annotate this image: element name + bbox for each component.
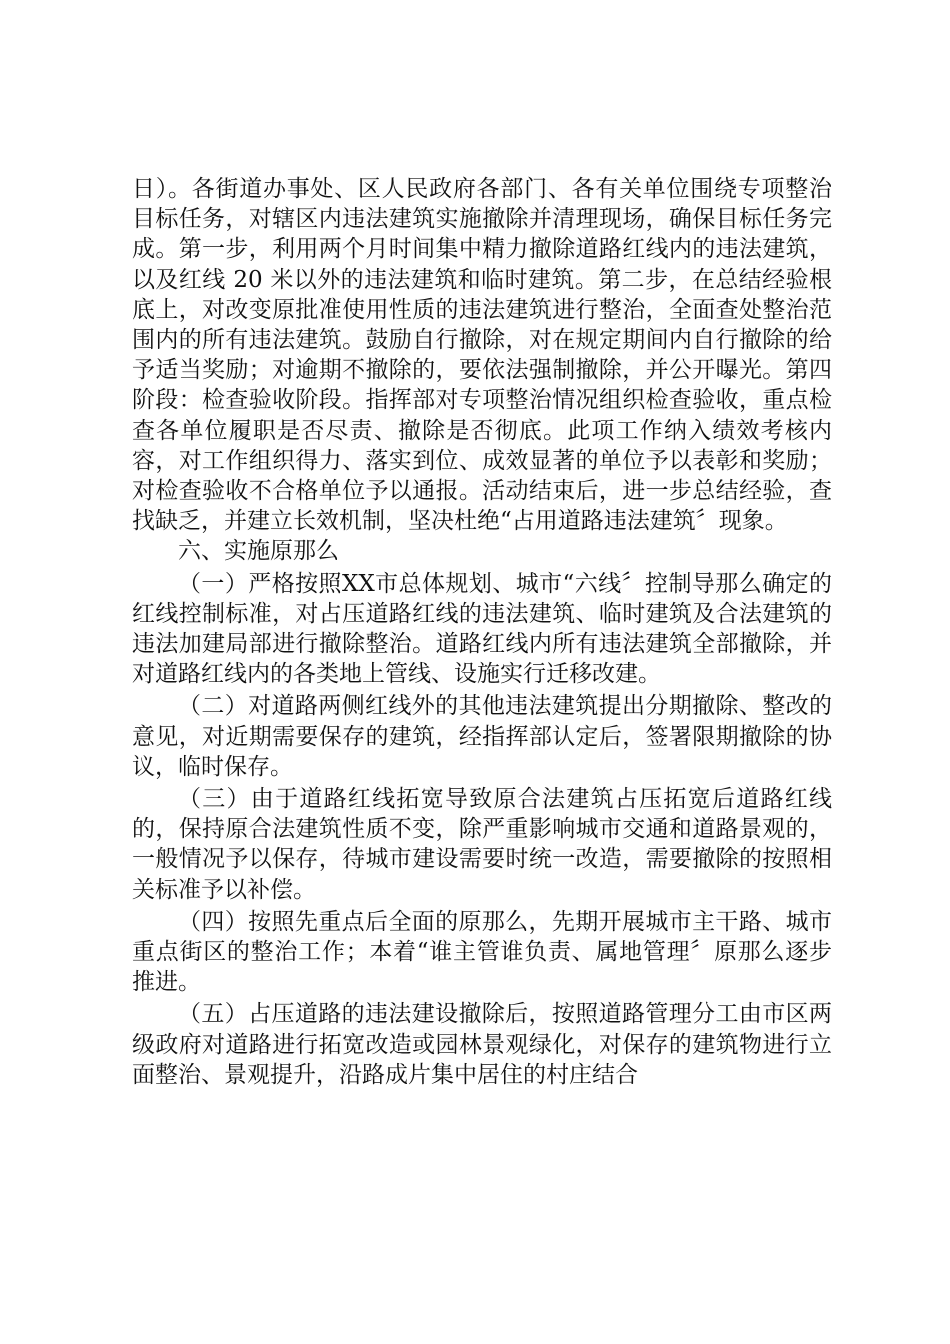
principle-paragraph-5: （五）占压道路的违法建设撤除后，按照道路管理分工由市区两级政府对道路进行拓宽改造或园林景观绿化，对保存的建筑物进行立面整治、景观提升，沿路成片集中居住的村庄结合 — [132, 1001, 832, 1088]
principle-paragraph-1: （一）严格按照XX市总体规划、城市“六线〞控制导那么确定的红线控制标准，对占压道路红线的违法建筑、临时建筑及合法建筑的违法加建局部进行撤除整治。道路红线内所有违法建筑全部撤除，并对道路红线内的各类地上管线、设施实行迁移改建。 — [132, 570, 832, 688]
principle-paragraph-4: （四）按照先重点后全面的原那么，先期开展城市主干路、城市重点街区的整治工作；本着“谁主管谁负责、属地管理〞原那么逐步推进。 — [132, 908, 832, 996]
principle-paragraph-3: （三）由于道路红线拓宽导致原合法建筑占压拓宽后道路红线的，保持原合法建筑性质不变，除严重影响城市交通和道路景观的，一般情况予以保存，待城市建设需要时统一改造，需要撤除的按照相关标准予以补偿。 — [132, 786, 832, 903]
section-heading-implementation-principles: 六、实施原那么 — [178, 538, 339, 565]
principle-paragraph-2: （二）对道路两侧红线外的其他违法建筑提出分期撤除、整改的意见，对近期需要保存的建筑，经指挥部认定后，签署限期撤除的协议，临时保存。 — [132, 693, 832, 780]
body-paragraph-1: 日）。各街道办事处、区人民政府各部门、各有关单位围绕专项整治目标任务，对辖区内违法建筑实施撤除并清理现场，确保目标任务完成。第一步，利用两个月时间集中精力撤除道路红线内的违法建筑，以及红线 20 米以外的违法建筑和临时建筑。第二步，在总结经验根底上，对改变原批准使用性质的违法建筑进行整治，全面查处整治范围内的所有违法建筑。鼓励自行撤除，对在规定期间内自行撤除的给予适当奖励；对逾期不撤除的，要依法强制撤除，并公开曝光。第四阶段：检查验收阶段。指挥部对专项整治情况组织检查验收，重点检查各单位履职是否尽责、撤除是否彻底。此项工作纳入绩效考核内容，对工作组织得力、落实到位、成效显著的单位予以表彰和奖励；对检查验收不合格单位予以通报。活动结束后，进一步总结经验，查找缺乏，并建立长效机制，坚决杜绝“占用道路违法建筑〞现象。 — [132, 176, 832, 535]
document-page — [132, 174, 832, 1090]
